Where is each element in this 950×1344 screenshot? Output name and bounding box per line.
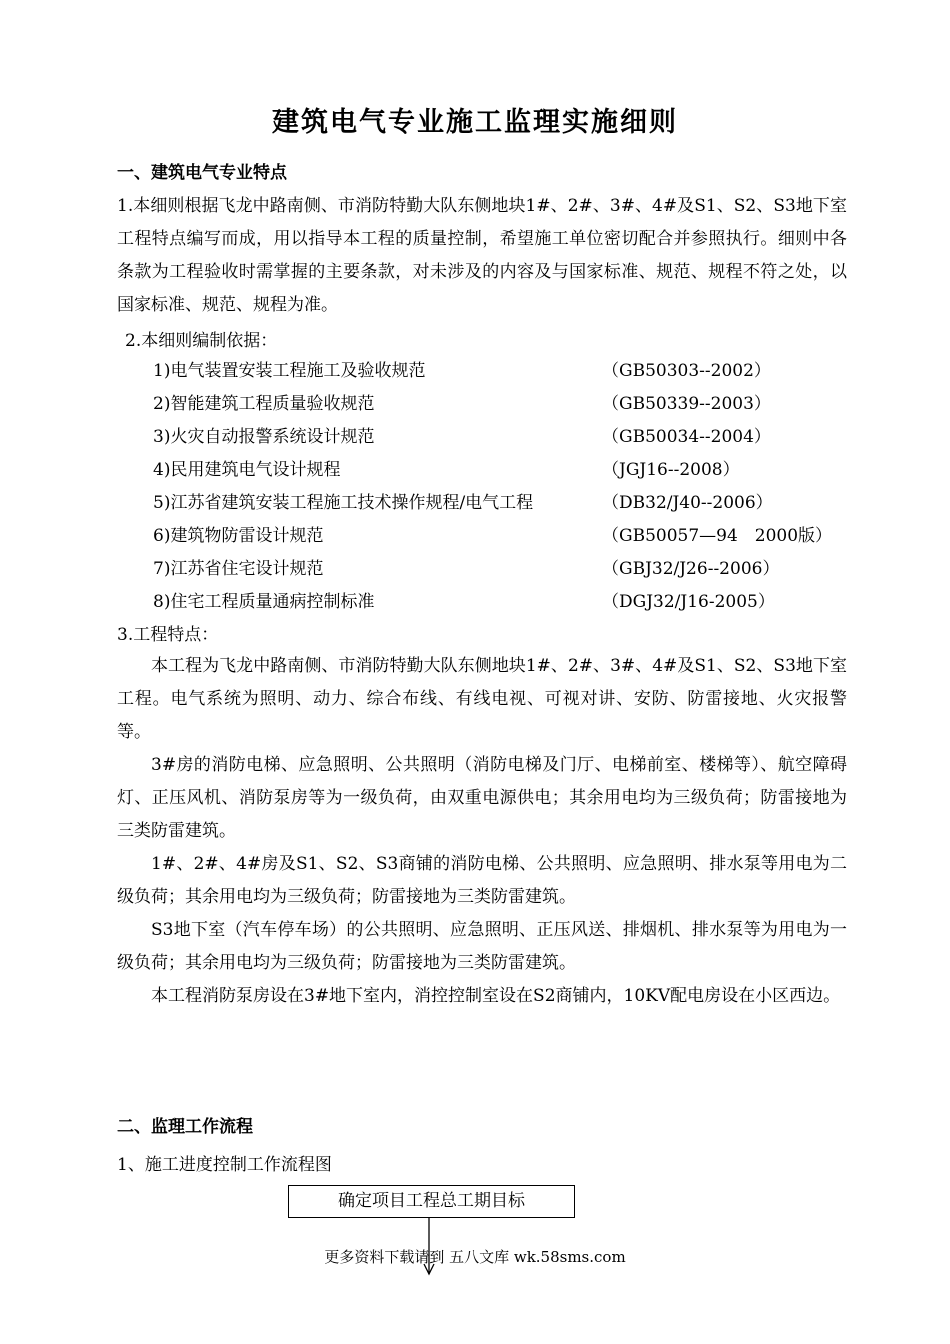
paragraph-scope: 1.本细则根据飞龙中路南侧、市消防特勤大队东侧地块1#、2#、3#、4#及S1、S2、S3地下室工程特点编写而成，用以指导本工程的质量控制，希望施工单位密切配合并参照执行。细则中各条款为工程验收时需掌握的主要条款，对未涉及的内容及与国家标准、规范、规程不符之处，以国家标准、规范、规程为准。 <box>117 196 847 315</box>
reference-code: （GB50339--2003） <box>602 394 771 414</box>
reference-code: （DB32/J40--2006） <box>602 493 773 513</box>
paragraph-locations: 本工程消防泵房设在3#地下室内，消控控制室设在S2商铺内，10KV配电房设在小区西边。 <box>151 986 841 1006</box>
reference-code: （GBJ32/J26--2006） <box>602 559 780 579</box>
reference-name: 3)火灾自动报警系统设计规范 <box>153 427 375 447</box>
basis-heading: 2.本细则编制依据： <box>125 331 278 351</box>
reference-name: 6)建筑物防雷设计规范 <box>153 526 324 546</box>
reference-name: 7)江苏省住宅设计规范 <box>153 559 324 579</box>
reference-item <box>153 488 853 521</box>
flowchart-box-total-schedule: 确定项目工程总工期目标 <box>288 1185 575 1218</box>
reference-name: 1)电气装置安装工程施工及验收规范 <box>153 361 426 381</box>
section-2-heading: 二、监理工作流程 <box>117 1117 253 1137</box>
reference-name: 4)民用建筑电气设计规程 <box>153 460 341 480</box>
flowchart-title: 1、施工进度控制工作流程图 <box>117 1155 332 1175</box>
paragraph-load-s3: S3地下室（汽车停车场）的公共照明、应急照明、正压风送、排烟机、排水泵等为用电为一级负荷；其余用电均为三级负荷；防雷接地为三类防雷建筑。 <box>117 920 847 973</box>
section-1-heading: 一、建筑电气专业特点 <box>117 163 287 183</box>
paragraph-systems: 本工程为飞龙中路南侧、市消防特勤大队东侧地块1#、2#、3#、4#及S1、S2、S3地下室工程。电气系统为照明、动力、综合布线、有线电视、可视对讲、安防、防雷接地、火灾报警等。 <box>117 656 847 742</box>
paragraph-load-3: 3#房的消防电梯、应急照明、公共照明（消防电梯及门厅、电梯前室、楼梯等）、航空障碍灯、正压风机、消防泵房等为一级负荷，由双重电源供电；其余用电均为三级负荷；防雷接地为三类防雷建筑。 <box>117 755 847 841</box>
paragraph-load-124: 1#、2#、4#房及S1、S2、S3商铺的消防电梯、公共照明、应急照明、排水泵等用电为二级负荷；其余用电均为三级负荷；防雷接地为三类防雷建筑。 <box>117 854 847 907</box>
reference-code: （GB50057—94 2000版） <box>602 526 833 546</box>
reference-code: （GB50034--2004） <box>602 427 771 447</box>
features-heading: 3.工程特点： <box>117 625 219 645</box>
reference-item <box>153 455 853 488</box>
reference-name: 5)江苏省建筑安装工程施工技术操作规程/电气工程 <box>153 493 534 513</box>
reference-item <box>153 356 853 389</box>
footer-download-note: 更多资料下载请到 五八文库 wk.58sms.com <box>324 1248 626 1266</box>
reference-item <box>153 554 853 587</box>
document-title: 建筑电气专业施工监理实施细则 <box>272 107 678 138</box>
reference-item <box>153 521 853 554</box>
reference-code: （JGJ16--2008） <box>602 460 740 480</box>
reference-name: 2)智能建筑工程质量验收规范 <box>153 394 375 414</box>
reference-item <box>153 587 853 620</box>
reference-item <box>153 422 853 455</box>
reference-item <box>153 389 853 422</box>
reference-code: （DGJ32/J16-2005） <box>602 592 775 612</box>
reference-name: 8)住宅工程质量通病控制标准 <box>153 592 375 612</box>
reference-code: （GB50303--2002） <box>602 361 771 381</box>
